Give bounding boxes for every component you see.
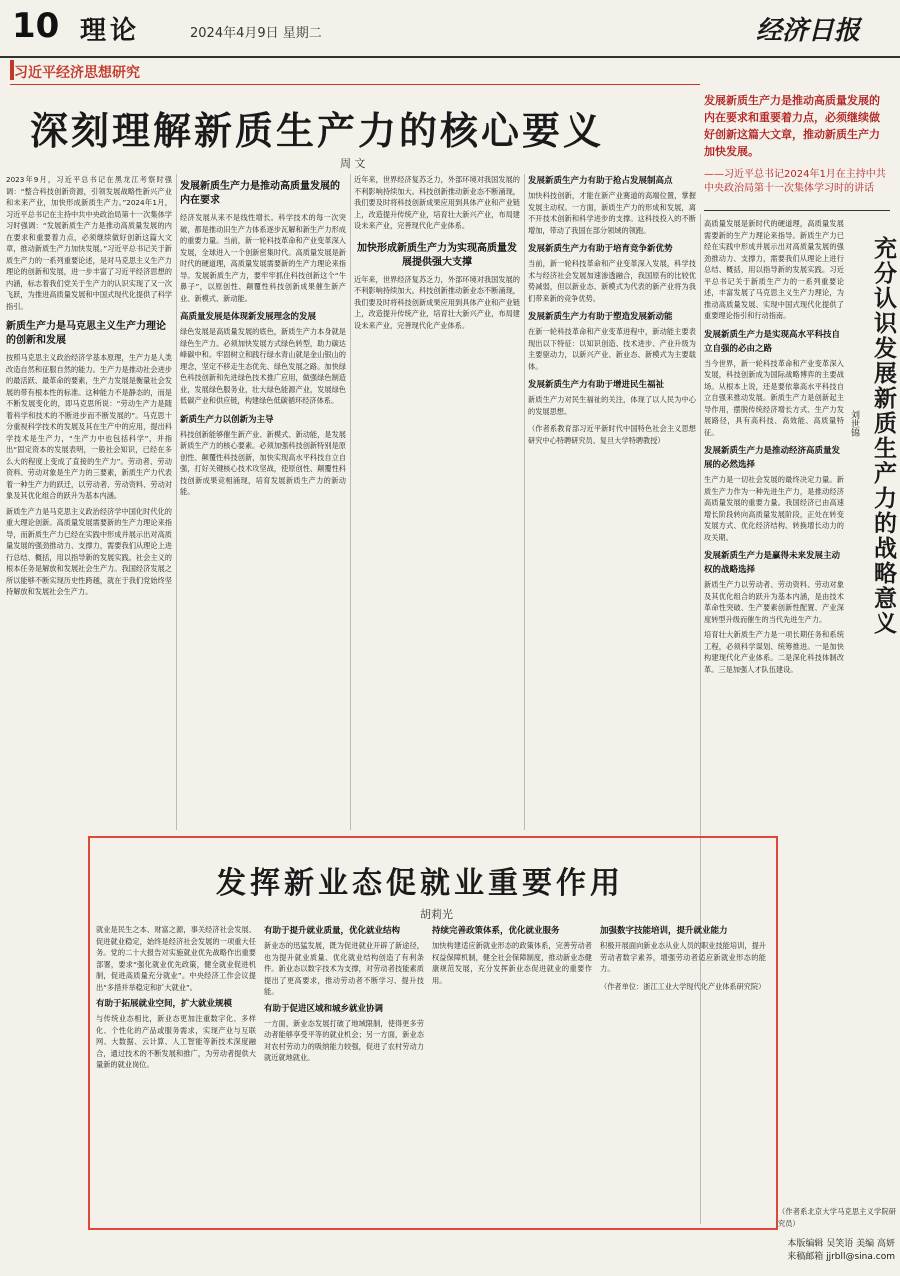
article3-paragraph: 当今世界，新一轮科技革命和产业变革深入发展，科技创新成为国际战略博弈的主要战场。从根本上说，还是要依靠高水平科技自立自强来推动发展。新质生产力是创新起主导作用，摆脱传统经济增长方式、生产力发展路径，具有高科技、高效能、高质量特征。 [704, 358, 844, 437]
article3-paragraph: 培育壮大新质生产力是一项长期任务和系统工程，必须科学谋划、统筹推进。一是加快构建现代化产业体系。二是深化科技体制改革。三是加强人才队伍建设。 [704, 630, 844, 674]
article2-inline-heading: 持续完善政策体系，优化就业服务 [432, 926, 560, 936]
submission-email: 来稿邮箱 jjrbll@sina.com [787, 1252, 895, 1262]
article2-paragraph: 与传统业态相比，新业态更加注重数字化、多样化、个性化的产品或服务需求，实现产业与互联网、大数据、云计算、人工智能等新技术深度融合，通过技术的不断发展和推广，为劳动者提供大量新的就业岗位。 [96, 1014, 256, 1069]
article1-inline-heading: 发展新质生产力有助于增进民生福祉 [528, 380, 665, 390]
article1-subheading: 发展新质生产力是推动高质量发展的内在要求 [180, 181, 340, 206]
article1-paragraph: 经济发展从来不是线性增长。科学技术的每一次突破，都是推动旧生产力体系逐步瓦解和新生产力形成的重要力量。当前，新一轮科技革命和产业变革深入发展，全球进入一个创新密集时代。高质量发展是新时代的硬道理，高质量发展需要新的生产力理论来指导。发展新质生产力，要牢牢抓住科技创新这个“牛鼻子”，以原创性、颠覆性科技创新成果催生新产业、新模式、新动能。 [180, 213, 346, 303]
article1-inline-heading: 发展新质生产力有助于抢占发展制高点 [528, 176, 673, 186]
article3-title: 充分认识发展新质生产力的战略意义 [870, 236, 896, 636]
article2-author: 胡莉光 [420, 908, 453, 921]
article1-inline-heading: 发展新质生产力有助于塑造发展新动能 [528, 312, 673, 322]
quote-divider [704, 210, 890, 211]
issue-date: 2024年4月9日 星期二 [190, 26, 322, 41]
article3-inline-heading: 发展新质生产力是实现高水平科技自立自强的必由之路 [704, 329, 841, 354]
article2-col3 [432, 924, 592, 1222]
article2-col2 [264, 924, 424, 1222]
article1-paragraph: 当前，新一轮科技革命和产业变革深入发展，科学技术与经济社会发展加速渗透融合，我国原有的比较优势减弱，但以新业态、新模式为代表的新产业将为我们带来新的竞争优势。 [528, 259, 696, 303]
article1-paragraph: 科技创新能够催生新产业、新模式、新动能，是发展新质生产力的核心要素。必须加强科技创新特别是原创性、颠覆性科技创新，加快实现高水平科技自立自强，打好关键核心技术攻坚战，使原创性、颠覆性科技创新成果竞相涌现，培育发展新质生产力的新动能。 [180, 429, 346, 496]
article1-inline-heading: 高质量发展是体现新发展理念的发展 [180, 312, 317, 322]
article1-author-note: （作者系教育部习近平新时代中国特色社会主义思想研究中心特聘研究员、复旦大学特聘教授） [528, 424, 696, 445]
article1-author: 周 文 [340, 157, 366, 170]
column-rule [10, 84, 700, 85]
article1-paragraph: 在新一轮科技革命和产业变革进程中，新动能主要表现出以下特征：以知识创造、技术进步、产业升级为主要驱动力，以新兴产业、新业态、新模式为主要载体。 [528, 327, 696, 371]
article1-paragraph: 绿色发展是高质量发展的底色，新质生产力本身就是绿色生产力。必须加快发展方式绿色转型，助力碳达峰碳中和。牢固树立和践行绿水青山就是金山银山的理念，坚定不移走生态优先、绿色发展之路。加快绿色科技创新和先进绿色技术推广应用，做强绿色制造业，发展绿色服务业，壮大绿色能源产业，发展绿色低碳产业和供应链，构建绿色低碳循环经济体系。 [180, 327, 346, 405]
article3-inline-heading: 发展新质生产力是赢得未来发展主动权的战略选择 [704, 551, 841, 575]
pull-quote-source: ——习近平总书记2024年1月在主持中共中央政治局第十一次集体学习时的讲话 [704, 169, 886, 194]
article1-col2 [180, 174, 346, 830]
article1-col4 [528, 174, 696, 830]
article2-paragraph: 积极开展面向新业态从业人员的职业技能培训，提升劳动者数字素养，增强劳动者适应新就业形态的能力。 [600, 941, 766, 973]
article1-paragraph: 加快科技创新，才能在新产业赛道的高端位置，掌握发展主动权。一方面，新质生产力的形成和发展，离不开技术创新和科学进步的支撑。这科技投入的不断增加，带动了我国在部分领域的领跑。 [528, 191, 696, 235]
article1-inline-heading: 发展新质生产力有助于培育竞争新优势 [528, 244, 673, 254]
editors-line: 本版编辑 吴笑语 美编 高妍 [787, 1239, 895, 1249]
article1-paragraph: 按照马克思主义政治经济学基本原理，生产力是人类改造自然和征服自然的能力。生产力是推动社会进步的最活跃、最革命的要素，生产力发展是衡量社会发展的带有根本性的标准。这种能力不是静态的，而是不断发展变化的，即马克思所说：“劳动生产力是随着科学和技术的不断进步而不断发展的”。马克思十分重视科学技术的发展及其在生产中的应用，提出科学技术是生产力，“生产力中也包括科学”，并指出“固定资本的发展表明，一般社会知识，已经在多么大的程度上变成了直接的生产力”。劳动者、劳动资料、劳动对象是生产力的三要素，新质生产力代表着一种生产力的跃迁，以劳动者、劳动资料、劳动对象及其优化组合的跃升为基本内涵。 [6, 353, 172, 500]
article2-paragraph: 加快构建适应新就业形态的政策体系，完善劳动者权益保障机制，健全社会保障制度，推动新业态健康规范发展，充分发挥新业态促进就业的重要作用。 [432, 941, 592, 985]
article1-paragraph: 近年来，世界经济复苏乏力，外部环境对我国发展的不利影响持续加大。科技创新推动新业态不断涌现，我们要及时将科技创新成果应用到具体产业和产业链上，改造提升传统产业，培育壮大新兴产业，布局建设未来产业，完善现代化产业体系。 [354, 274, 520, 330]
article3-author-note: （作者系北京大学马克思主义学院研究员） [778, 1207, 896, 1228]
article3-paragraph: 生产力是一切社会发展的最终决定力量。新质生产力作为一种先进生产力，是推动经济高质量发展的重要力量。我国经济已由高速增长阶段转向高质量发展阶段，正处在转变发展方式、优化经济结构、转换增长动力的攻关期。 [704, 475, 844, 542]
article3-inline-heading: 发展新质生产力是推动经济高质量发展的必然选择 [704, 446, 841, 470]
article2-paragraph: 新业态的迅猛发展，既为促进就业开辟了新途径，也为提升就业质量、优化就业结构创造了有利条件。新业态以数字技术为支撑，对劳动者技能素质提出了更高要求，推动劳动者不断学习、提升技能。 [264, 941, 424, 996]
article1-paragraph: 新质生产力是马克思主义政治经济学中国化时代化的重大理论创新。高质量发展需要新的生产力理论来指导，而新质生产力已经在实践中形成并展示出对高质量发展的强劲推动力、支撑力，需要我们从理论上进行总结、概括，用以指导新的发展实践。社会主义的根本任务是解放和发展社会生产力。我国经济发展之所以能够不断实现历史性跨越，就在于我们党始终坚持解放和发展社会生产力。 [6, 506, 172, 596]
article1-subheading: 加快形成新质生产力为实现高质量发展提供强大支撑 [357, 242, 517, 268]
article2-paragraph: 一方面，新业态发展打破了地域限制，使得更多劳动者能够享受平等的就业机会；另一方面，新业态对农村劳动力的吸纳能力较强，促进了农村劳动力就近就地就业。 [264, 1018, 424, 1062]
page-credits [670, 1238, 895, 1264]
article2-title: 发挥新业态促就业重要作用 [216, 866, 624, 901]
column-divider [176, 174, 177, 830]
article1-col3 [354, 174, 520, 830]
article3-paragraph: 新质生产力以劳动者、劳动资料、劳动对象及其优化组合的跃升为基本内涵，是由技术革命性突破、生产要素创新性配置、产业深度转型升级而催生的当代先进生产力。 [704, 580, 844, 624]
article2-paragraph: 就业是民生之本、财富之源，事关经济社会发展、促进就业稳定，始终是经济社会发展的一项重大任务。党的二十大报告对实施就业优先战略作出重要部署，要求“强化就业优先政策，健全就业促进机制，促进高质量充分就业”。中央经济工作会议提出“多措并举稳定和扩大就业”。 [96, 925, 256, 992]
article2-inline-heading: 有助于拓展就业空间，扩大就业规模 [96, 999, 233, 1009]
column-tag: 习近平经济思想研究 [14, 65, 140, 81]
article2-inline-heading: 有助于提升就业质量，优化就业结构 [264, 926, 401, 936]
article3-paragraph: 高质量发展是新时代的硬道理，高质量发展需要新的生产力理论来指导。新质生产力已经在实践中形成并展示出对高质量发展的强劲推动力、支撑力，需要我们从理论上进行总结、概括，用以指导新的发展实践。习近平总书记关于新质生产力的一系列重要论述，丰富发展了马克思主义生产力理论，为推动高质量发展、实现中国式现代化提供了重要理论指引和行动指南。 [704, 219, 844, 320]
article1-paragraph: 新质生产力对民生福祉的关注，体现了以人民为中心的发展思想。 [528, 395, 696, 416]
newspaper-logo: 经济日报 [755, 16, 860, 46]
page-number: 10 [12, 6, 60, 46]
masthead [0, 0, 900, 58]
section-name: 理论 [80, 16, 141, 46]
column-divider [350, 174, 351, 830]
article1-title: 深刻理解新质生产力的核心要义 [30, 108, 605, 153]
column-divider [524, 174, 525, 830]
article3-author: 刘世锦 [849, 410, 859, 437]
article2-col4 [600, 924, 766, 1222]
article1-paragraph: 2023年9月，习近平总书记在黑龙江考察时强调：“整合科技创新资源，引领发展战略性新兴产业和未来产业，加快形成新质生产力。”2024年1月，习近平总书记在主持中共中央政治局第十一次集体学习时强调：“发展新质生产力是推动高质量发展的内在要求和重要着力点，必须继续做好创新这篇大文章，推动新质生产力加快发展。”习近平总书记关于新质生产力的一系列重要论述，是对马克思主义生产力理论的创新和发展，进一步丰富了习近平经济思想的内涵，标志着我们党关于生产力的认识实现了又一次飞跃，为推进高质量发展和中国式现代化提供了科学指引。 [6, 175, 172, 311]
pull-quote: 发展新质生产力是推动高质量发展的内在要求和重要着力点，必须继续做好创新这篇大文章，推动新质生产力加快发展。 [704, 94, 880, 158]
article2-inline-heading: 有助于促进区域和城乡就业协调 [264, 1003, 384, 1014]
article1-paragraph: 近年来，世界经济复苏乏力，外部环境对我国发展的不利影响持续加大。科技创新推动新业态不断涌现，我们要及时将科技创新成果应用到具体产业和产业链上，改造提升传统产业，培育壮大新兴产业，布局建设未来产业，完善现代化产业体系。 [354, 175, 520, 230]
article2-inline-heading: 加强数字技能培训，提升就业能力 [600, 926, 728, 936]
article1-col1 [6, 174, 172, 830]
article2-author-note: （作者单位：浙江工业大学现代化产业体系研究院） [600, 981, 766, 991]
article2-col1 [96, 924, 256, 1222]
article1-subheading: 新质生产力是马克思主义生产力理论的创新和发展 [6, 321, 166, 346]
article1-inline-heading: 新质生产力以创新为主导 [180, 414, 274, 425]
